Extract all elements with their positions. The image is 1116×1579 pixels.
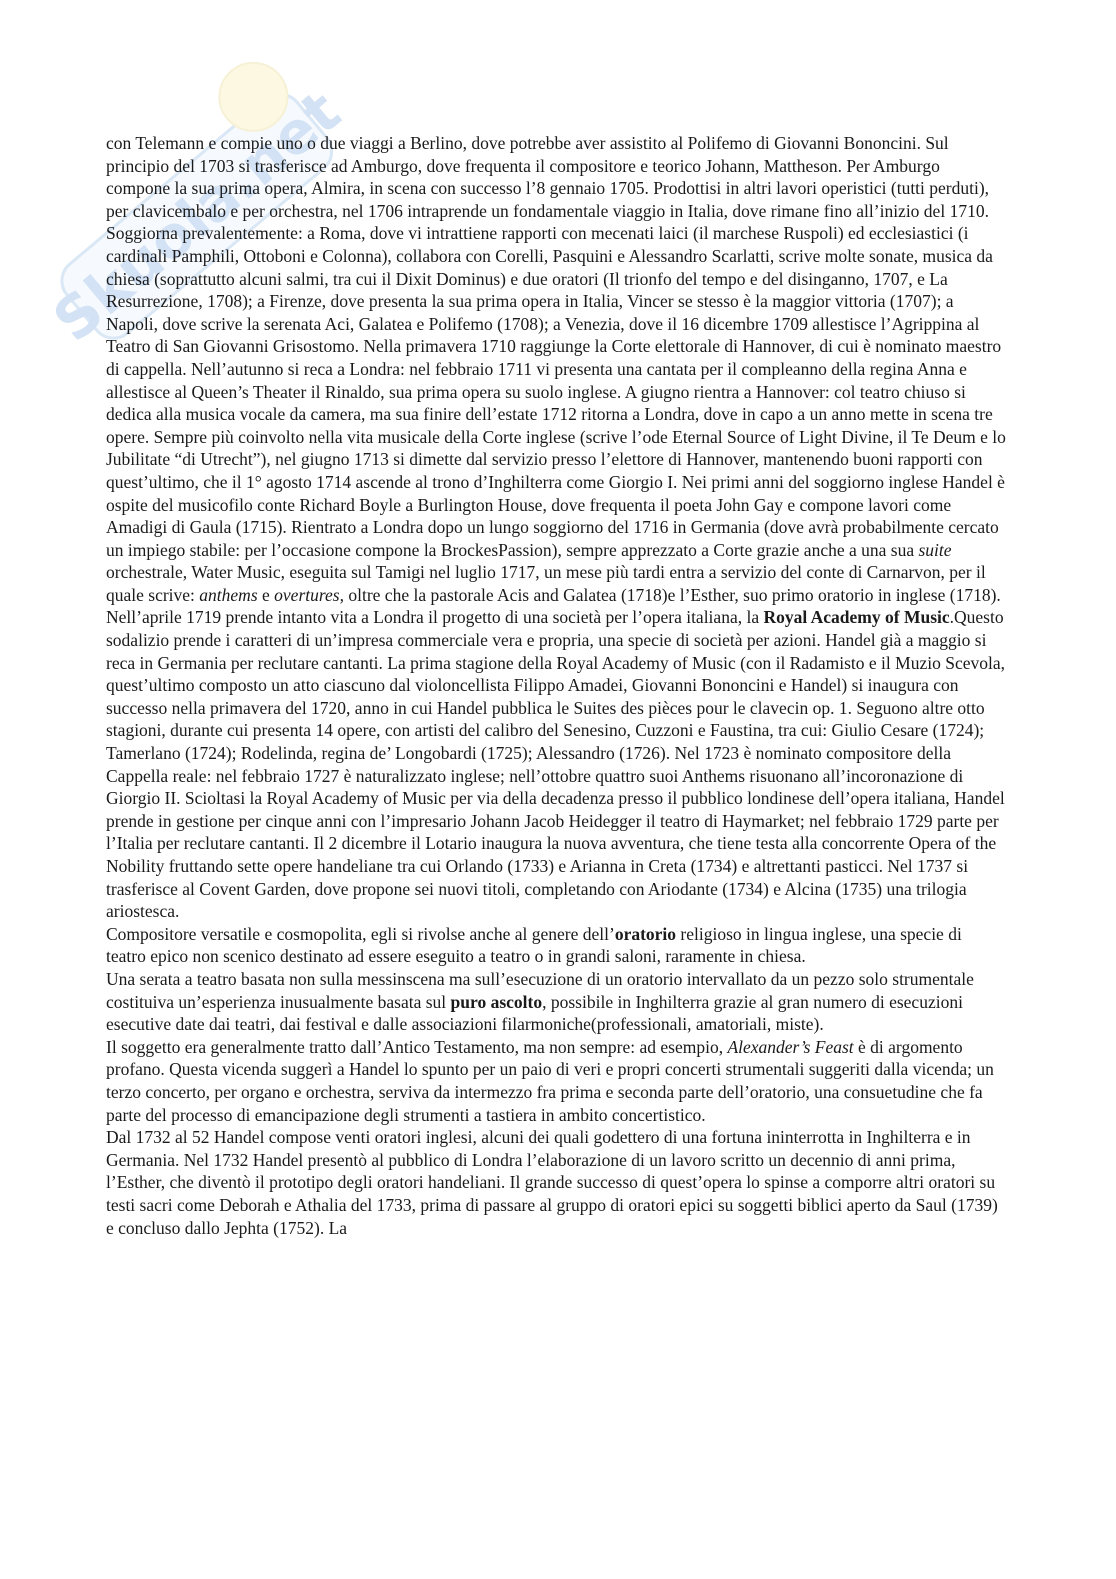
paragraph-oratorio: Compositore versatile e cosmopolita, egli si rivolse anche al genere dell’oratorio religioso in lingua inglese, una specie di teatro epico non scenico destinato ad essere eseguito a teatro o in grandi saloni, raramente in chiesa. [106,923,962,967]
paragraph-biography: con Telemann e compie uno o due viaggi a Berlino, dove potrebbe aver assistito al Polifemo di Giovanni Bononcini. Sul principio del 1703 si trasferisce ad Amburgo, dove frequenta il compositore e teorico Johann, Mattheson. Per Amburgo compone la sua prima opera, Almira, in scena con successo l’8 gennaio 1705. Prodottisi in altri lavori operistici (tutti perduti), per clavicembalo e per orchestra, nel 1706 intraprende un fondamentale viaggio in Italia, dove rimane fino all’inizio del 1710. Soggiorna prevalentemente: a Roma, dove vi intrattiene rapporti con mecenati laici (il marchese Ruspoli) ed ecclesiastici (i cardinali Pamphili, Ottoboni e Colonna), collabora con Corelli, Pasquini e Alessandro Scarlatti, scrive molte sonate, musica da chiesa (soprattutto alcuni salmi, tra cui il Dixit Dominus) e due oratori (Il trionfo del tempo e del disinganno, 1707, e La Resurrezione, 1708); a Firenze, dove presenta la sua prima opera in Italia, Vincer se stesso è la maggior vittoria (1707); a Napoli, dove scrive la serenata Aci, Galatea e Polifemo (1708); a Venezia, dove il 16 dicembre 1709 allestisce l’Agrippina al Teatro di San Giovanni Grisostomo. Nella primavera 1710 raggiunge la Corte elettorale di Hannover, di cui è nominato maestro di cappella. Nell’autunno si reca a Londra: nel febbraio 1711 vi presenta una cantata per il compleanno della regina Anna e allestisce al Queen’s Theater il Rinaldo, sua prima opera su suolo inglese. A giugno rientra a Hannover: col teatro chiuso si dedica alla musica vocale da camera, ma sua finire dell’estate 1712 ritorna a Londra, dove in capo a un anno mette in scena tre opere. Sempre più coinvolto nella vita musicale della Corte inglese (scrive l’ode Eternal Source of Light Divine, il Te Deum e lo Jubilitate “di Utrecht”), nel giugno 1713 si dimette dal servizio presso l’elettore di Hannover, mantenendo buoni rapporti con quest’ultimo, che il 1° agosto 1714 ascende al trono d’Inghilterra come Giorgio I. Nei primi anni del soggiorno inglese Handel è ospite del musicofilo conte Richard Boyle a Burlington House, dove frequenta il poeta John Gay e compone lavori come Amadigi di Gaula (1715). Rientrato a Londra dopo un lungo soggiorno del 1716 in Germania (dove avrà probabilmente cercato un impiego stabile: per l’occasione compone la BrockesPassion), sempre apprezzato a Corte grazie anche a una sua suite orchestrale, Water Music, eseguita sul Tamigi nel luglio 1717, un mese più tardi entra a servizio del conte di Carnarvon, per il quale scrive: anthems e overtures, oltre che la pastorale Acis and Galatea (1718)e l’Esther, suo primo oratorio in inglese (1718). Nell’aprile 1719 prende intanto vita a Londra il progetto di una società per l’opera italiana, la Royal Academy of Music.Questo sodalizio prende i caratteri di un’impresa commerciale vera e propria, una specie di società per azioni. Handel già a maggio si reca in Germania per reclutare cantanti. La prima stagione della Royal Academy of Music (con il Radamisto e il Muzio Scevola, quest’ultimo composto un atto ciascuno dal violoncellista Filippo Amadei, Giovanni Bononcini e Handel) si inaugura con successo nella primavera del 1720, anno in cui Handel pubblica le Suites des pièces pour le clavecin op. 1. Seguono altre otto stagioni, durante cui presenta 14 opere, con artisti del calibro del Senesino, Cuzzoni e Faustina, tra cui: Giulio Cesare (1724); Tamerlano (1724); Rodelinda, regina de’ Longobardi (1725); Alessandro (1726). Nel 1723 è nominato compositore della Cappella reale: nel febbraio 1727 è naturalizzato inglese; nell’ottobre quattro suoi Anthems risuonano all’incoronazione di Giorgio II. Scioltasi la Royal Academy of Music per via della decadenza presso il pubblico londinese dell’opera italiana, Handel prende in gestione per cinque anni con l’impresario Johann Jacob Heidegger il teatro di Haymarket; nel febbraio 1729 parte per l’Italia per reclutare cantanti. Il 2 dicembre il Lotario inaugura la nuova avventura, che tiene testa alla concorrente Opera of the Nobility fruttando sette opere handeliane tra cui Orlando (1733) e Arianna in Creta (1734) e altrettanti pasticci. Nel 1737 si trasferisce al Covent Garden, dove propone sei nuovi titoli, completando con Ariodante (1734) e Alcina (1735) una trilogia ariostesca. [106,133,1006,922]
body-text [106,132,1006,1239]
paragraph-oratori-inglesi: Dal 1732 al 52 Handel compose venti oratori inglesi, alcuni dei quali godettero di una fortuna ininterrotta in Inghilterra e in Germania. Nel 1732 Handel presentò al pubblico di Londra l’elaborazione di un lavoro scritto un decennio di anni prima, l’Esther, che diventò il prototipo degli oratori handeliani. Il grande successo di quest’opera lo spinse a comporre altri oratori su testi sacri come Deborah e Athalia del 1733, prima di passare al gruppo di oratori epici su soggetti biblici aperto da Saul (1739) e concluso dallo Jephta (1752). La [106,1127,998,1238]
paragraph-alexanders-feast: Il soggetto era generalmente tratto dall’Antico Testamento, ma non sempre: ad esempio, Alexander’s Feast è di argomento profano. Questa vicenda suggerì a Handel lo spunto per un paio di veri e propri concerti strumentali suggeriti dalla vicenda; un terzo concerto, per organo e orchestra, serviva da intermezzo fra prima e seconda parte dell’oratorio, una consuetudine che fa parte del processo di emancipazione degli strumenti a tastiera in ambito concertistico. [106,1036,994,1125]
paragraph-puro-ascolto: Una serata a teatro basata non sulla messinscena ma sull’esecuzione di un oratorio intervallato da un pezzo solo strumentale costituiva un’esperienza inusualmente basata sul puro ascolto, possibile in Inghilterra grazie al gran numero di esecuzioni esecutive date dai teatri, dai festival e dalle associazioni filarmoniche(professionali, amatoriali, miste). [106,968,974,1035]
watermark-text: Skuola.net [40,77,354,355]
